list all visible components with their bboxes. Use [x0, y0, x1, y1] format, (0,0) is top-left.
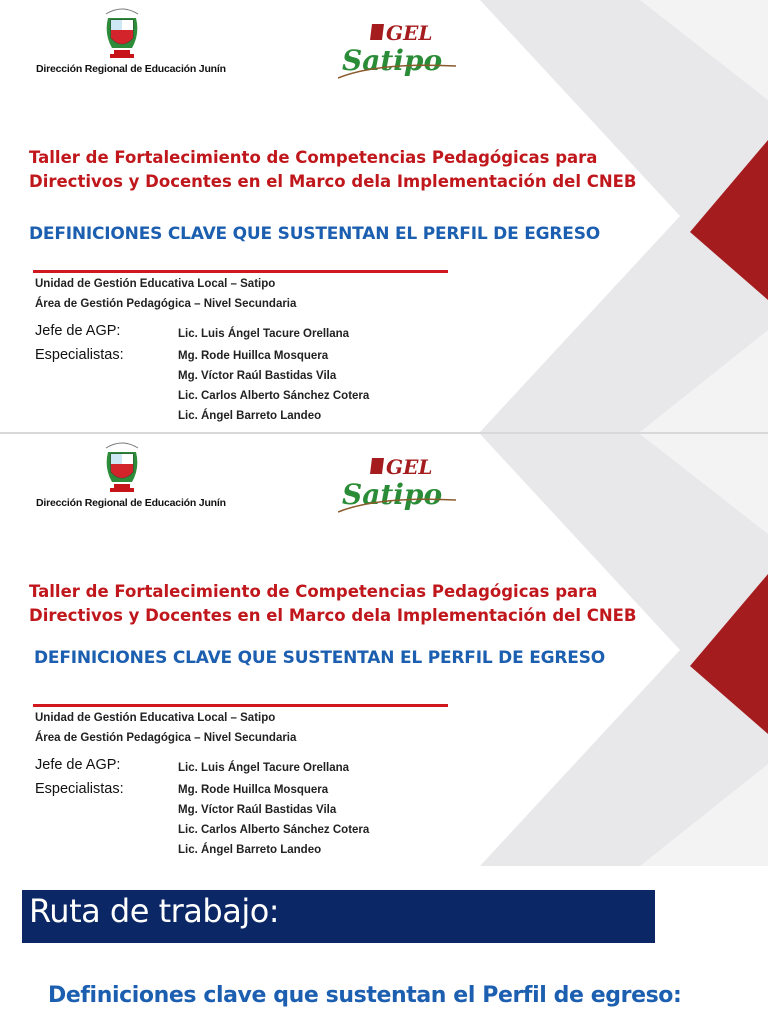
ugel-logo-line1: GEL	[386, 21, 433, 45]
especialistas-label: Especialistas:	[35, 347, 124, 363]
main-heading: DEFINICIONES CLAVE QUE SUSTENTAN EL PERFIL DE EGRESO	[29, 224, 600, 244]
workshop-title	[29, 580, 669, 628]
jefe-label: Jefe de AGP:	[35, 323, 121, 339]
ugel-logo-line1: GEL	[386, 455, 433, 479]
org-unit-line: Unidad de Gestión Educativa Local – Satipo	[35, 712, 276, 724]
divider-rule	[33, 270, 448, 273]
person-name: Mg. Rode Huillca Mosquera	[178, 784, 329, 796]
ugel-satipo-logo	[338, 18, 462, 88]
peru-crest-icon	[100, 4, 144, 62]
jefe-label: Jefe de AGP:	[35, 757, 121, 773]
title-slide-1	[0, 0, 768, 432]
workshop-title	[29, 146, 669, 194]
main-heading: DEFINICIONES CLAVE QUE SUSTENTAN EL PERFIL DE EGRESO	[34, 648, 605, 668]
person-name: Lic. Carlos Alberto Sánchez Cotera	[178, 390, 370, 402]
ugel-satipo-logo	[338, 452, 462, 522]
person-name: Lic. Luis Ángel Tacure Orellana	[178, 328, 350, 340]
especialistas-label: Especialistas:	[35, 781, 124, 797]
section-subheading: Definiciones clave que sustentan el Perfil de egreso:	[48, 983, 682, 1008]
workshop-title-line: Taller de Fortalecimiento de Competencias Pedagógicas para	[29, 148, 598, 167]
person-name: Mg. Rode Huillca Mosquera	[178, 350, 329, 362]
person-name: Mg. Víctor Raúl Bastidas Vila	[178, 804, 337, 816]
org-area-line: Área de Gestión Pedagógica – Nivel Secundaria	[35, 732, 297, 744]
ruta-title: Ruta de trabajo:	[29, 892, 280, 930]
workshop-title-line: Directivos y Docentes en el Marco dela Implementación del CNEB	[29, 606, 637, 625]
person-name: Lic. Luis Ángel Tacure Orellana	[178, 762, 350, 774]
org-area-line: Área de Gestión Pedagógica – Nivel Secundaria	[35, 298, 297, 310]
divider-rule	[33, 704, 448, 707]
person-name: Mg. Víctor Raúl Bastidas Vila	[178, 370, 337, 382]
ugel-logo-line2: Satipo	[342, 44, 443, 77]
peru-crest-icon	[100, 438, 144, 496]
person-name: Lic. Ángel Barreto Landeo	[178, 410, 322, 422]
person-name: Lic. Carlos Alberto Sánchez Cotera	[178, 824, 370, 836]
person-name: Lic. Ángel Barreto Landeo	[178, 844, 322, 856]
ugel-logo-line2: Satipo	[342, 478, 443, 511]
org-unit-line: Unidad de Gestión Educativa Local – Satipo	[35, 278, 276, 290]
workshop-title-line: Directivos y Docentes en el Marco dela Implementación del CNEB	[29, 172, 637, 191]
workshop-title-line: Taller de Fortalecimiento de Competencias Pedagógicas para	[29, 582, 598, 601]
title-slide-2	[0, 434, 768, 866]
drej-label: Dirección Regional de Educación Junín	[36, 497, 226, 509]
drej-label: Dirección Regional de Educación Junín	[36, 63, 226, 75]
